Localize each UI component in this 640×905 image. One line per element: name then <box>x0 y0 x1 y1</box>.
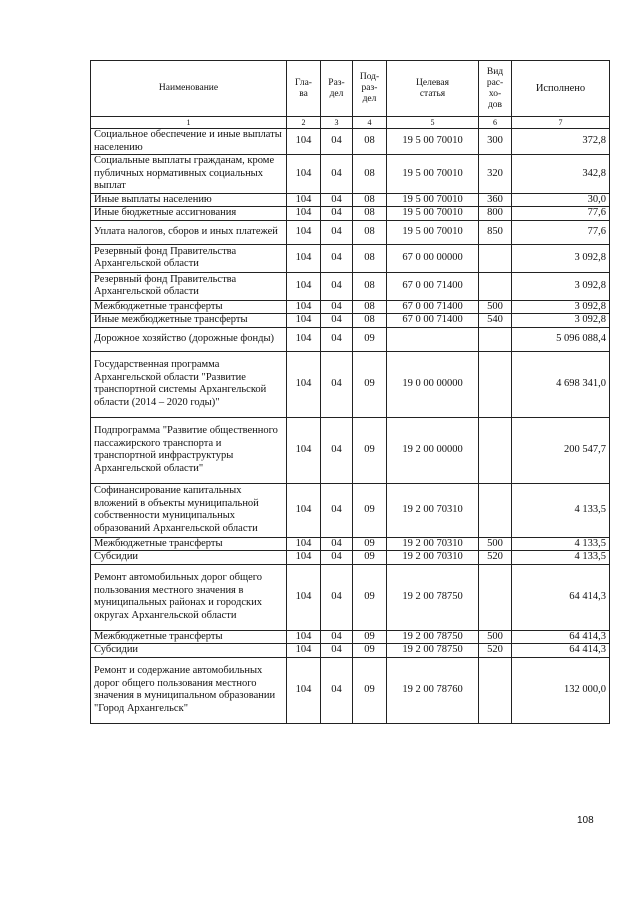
row-expense-type <box>479 351 512 417</box>
row-amount: 372,8 <box>512 129 610 155</box>
row-target <box>387 327 479 351</box>
row-name: Ремонт автомобильных дорог общего пользования местного значения в муниципальных районах и городских округах Архангельской области <box>91 564 287 630</box>
row-amount: 4 698 341,0 <box>512 351 610 417</box>
row-target: 19 2 00 78750 <box>387 644 479 658</box>
row-target: 19 2 00 70310 <box>387 551 479 565</box>
row-amount: 3 092,8 <box>512 300 610 314</box>
row-expense-type <box>479 657 512 723</box>
row-section: 04 <box>321 630 353 644</box>
row-target: 19 2 00 78750 <box>387 564 479 630</box>
row-expense-type <box>479 327 512 351</box>
row-subsection: 08 <box>353 244 387 272</box>
column-number: 4 <box>353 117 387 129</box>
row-chapter: 104 <box>287 207 321 221</box>
row-section: 04 <box>321 129 353 155</box>
row-name: Государственная программа Архангельской области "Развитие транспортной системы Архангельской области (2014 – 2020 годы)" <box>91 351 287 417</box>
table-row <box>91 564 610 630</box>
row-target: 67 0 00 71400 <box>387 300 479 314</box>
header-name: Наименование <box>91 61 287 117</box>
row-chapter: 104 <box>287 244 321 272</box>
table-row <box>91 657 610 723</box>
row-name: Иные выплаты населению <box>91 193 287 207</box>
row-section: 04 <box>321 644 353 658</box>
row-name: Уплата налогов, сборов и иных платежей <box>91 220 287 244</box>
row-subsection: 09 <box>353 564 387 630</box>
row-section: 04 <box>321 327 353 351</box>
row-amount: 64 414,3 <box>512 564 610 630</box>
table-row <box>91 327 610 351</box>
row-subsection: 09 <box>353 351 387 417</box>
table-row <box>91 483 610 537</box>
row-name: Ремонт и содержание автомобильных дорог общего пользования местного значения в муниципальном образовании "Город Архангельск" <box>91 657 287 723</box>
row-expense-type: 800 <box>479 207 512 221</box>
table-row <box>91 314 610 328</box>
row-expense-type <box>479 417 512 483</box>
table-header <box>91 61 610 129</box>
column-number: 5 <box>387 117 479 129</box>
row-target: 19 2 00 78760 <box>387 657 479 723</box>
table-body <box>91 129 610 724</box>
row-section: 04 <box>321 207 353 221</box>
row-section: 04 <box>321 155 353 194</box>
row-name: Иные межбюджетные трансферты <box>91 314 287 328</box>
table-row <box>91 129 610 155</box>
row-section: 04 <box>321 564 353 630</box>
row-name: Софинансирование капитальных вложений в объекты муниципальной собственности муниципальных образований Архангельской области <box>91 483 287 537</box>
row-subsection: 08 <box>353 272 387 300</box>
row-amount: 200 547,7 <box>512 417 610 483</box>
row-target: 19 5 00 70010 <box>387 193 479 207</box>
table-row <box>91 155 610 194</box>
table-row <box>91 417 610 483</box>
row-chapter: 104 <box>287 327 321 351</box>
row-section: 04 <box>321 244 353 272</box>
header-subsection: Под- раз- дел <box>353 61 387 117</box>
row-amount: 77,6 <box>512 207 610 221</box>
row-chapter: 104 <box>287 129 321 155</box>
row-subsection: 09 <box>353 537 387 551</box>
row-chapter: 104 <box>287 644 321 658</box>
row-chapter: 104 <box>287 564 321 630</box>
row-amount: 3 092,8 <box>512 244 610 272</box>
header-target: Целевая статья <box>387 61 479 117</box>
row-subsection: 09 <box>353 327 387 351</box>
row-amount: 30,0 <box>512 193 610 207</box>
row-subsection: 08 <box>353 155 387 194</box>
row-chapter: 104 <box>287 272 321 300</box>
table-row <box>91 272 610 300</box>
row-name: Резервный фонд Правительства Архангельской области <box>91 244 287 272</box>
row-subsection: 09 <box>353 657 387 723</box>
table-row <box>91 630 610 644</box>
table-row <box>91 551 610 565</box>
row-target: 67 0 00 71400 <box>387 272 479 300</box>
row-chapter: 104 <box>287 155 321 194</box>
row-expense-type: 500 <box>479 300 512 314</box>
table-row <box>91 207 610 221</box>
row-target: 19 0 00 00000 <box>387 351 479 417</box>
row-section: 04 <box>321 537 353 551</box>
row-amount: 64 414,3 <box>512 644 610 658</box>
header-section: Раз- дел <box>321 61 353 117</box>
row-chapter: 104 <box>287 417 321 483</box>
column-number: 1 <box>91 117 287 129</box>
row-name: Межбюджетные трансферты <box>91 537 287 551</box>
row-target: 19 2 00 70310 <box>387 483 479 537</box>
row-subsection: 09 <box>353 630 387 644</box>
row-name: Резервный фонд Правительства Архангельской области <box>91 272 287 300</box>
row-target: 67 0 00 71400 <box>387 314 479 328</box>
row-target: 19 5 00 70010 <box>387 207 479 221</box>
row-section: 04 <box>321 483 353 537</box>
row-amount: 4 133,5 <box>512 537 610 551</box>
column-number: 2 <box>287 117 321 129</box>
row-subsection: 09 <box>353 551 387 565</box>
row-amount: 64 414,3 <box>512 630 610 644</box>
row-name: Дорожное хозяйство (дорожные фонды) <box>91 327 287 351</box>
row-expense-type: 300 <box>479 129 512 155</box>
row-chapter: 104 <box>287 300 321 314</box>
table-row <box>91 351 610 417</box>
row-name: Иные бюджетные ассигнования <box>91 207 287 221</box>
column-number: 3 <box>321 117 353 129</box>
column-number: 7 <box>512 117 610 129</box>
row-amount: 3 092,8 <box>512 314 610 328</box>
row-subsection: 08 <box>353 129 387 155</box>
row-target: 19 2 00 70310 <box>387 537 479 551</box>
row-target: 19 2 00 00000 <box>387 417 479 483</box>
row-amount: 132 000,0 <box>512 657 610 723</box>
row-amount: 4 133,5 <box>512 551 610 565</box>
row-expense-type <box>479 272 512 300</box>
row-name: Субсидии <box>91 551 287 565</box>
table-row <box>91 220 610 244</box>
column-number: 6 <box>479 117 512 129</box>
row-amount: 4 133,5 <box>512 483 610 537</box>
row-chapter: 104 <box>287 657 321 723</box>
row-subsection: 08 <box>353 207 387 221</box>
row-section: 04 <box>321 314 353 328</box>
row-target: 19 5 00 70010 <box>387 155 479 194</box>
row-chapter: 104 <box>287 551 321 565</box>
row-name: Межбюджетные трансферты <box>91 630 287 644</box>
row-name: Подпрограмма "Развитие общественного пассажирского транспорта и транспортной инфраструктуры Архангельской области" <box>91 417 287 483</box>
row-amount: 3 092,8 <box>512 272 610 300</box>
row-expense-type: 360 <box>479 193 512 207</box>
row-chapter: 104 <box>287 537 321 551</box>
row-expense-type: 320 <box>479 155 512 194</box>
row-subsection: 08 <box>353 300 387 314</box>
row-expense-type <box>479 483 512 537</box>
row-subsection: 08 <box>353 314 387 328</box>
row-target: 19 5 00 70010 <box>387 129 479 155</box>
row-amount: 5 096 088,4 <box>512 327 610 351</box>
column-number-row <box>91 117 610 129</box>
table-row <box>91 644 610 658</box>
header-executed: Исполнено <box>512 61 610 117</box>
row-chapter: 104 <box>287 351 321 417</box>
row-name: Межбюджетные трансферты <box>91 300 287 314</box>
row-expense-type: 850 <box>479 220 512 244</box>
header-chapter: Гла- ва <box>287 61 321 117</box>
row-subsection: 08 <box>353 220 387 244</box>
row-subsection: 08 <box>353 193 387 207</box>
table-row <box>91 537 610 551</box>
row-name: Социальные выплаты гражданам, кроме публичных нормативных социальных выплат <box>91 155 287 194</box>
row-expense-type: 520 <box>479 551 512 565</box>
row-target: 19 2 00 78750 <box>387 630 479 644</box>
header-expense-type: Вид рас- хо- дов <box>479 61 512 117</box>
row-section: 04 <box>321 351 353 417</box>
page-number: 108 <box>577 815 594 826</box>
row-section: 04 <box>321 657 353 723</box>
row-amount: 77,6 <box>512 220 610 244</box>
row-expense-type: 500 <box>479 630 512 644</box>
row-expense-type: 540 <box>479 314 512 328</box>
row-target: 67 0 00 00000 <box>387 244 479 272</box>
row-target: 19 5 00 70010 <box>387 220 479 244</box>
row-chapter: 104 <box>287 220 321 244</box>
row-name: Социальное обеспечение и иные выплаты населению <box>91 129 287 155</box>
row-chapter: 104 <box>287 630 321 644</box>
row-section: 04 <box>321 193 353 207</box>
row-section: 04 <box>321 220 353 244</box>
row-subsection: 09 <box>353 483 387 537</box>
row-subsection: 09 <box>353 417 387 483</box>
row-expense-type: 520 <box>479 644 512 658</box>
row-section: 04 <box>321 417 353 483</box>
table-row <box>91 244 610 272</box>
row-section: 04 <box>321 272 353 300</box>
row-chapter: 104 <box>287 483 321 537</box>
row-expense-type: 500 <box>479 537 512 551</box>
table-row <box>91 193 610 207</box>
table-row <box>91 300 610 314</box>
row-expense-type <box>479 244 512 272</box>
row-chapter: 104 <box>287 193 321 207</box>
budget-table <box>90 60 610 724</box>
row-section: 04 <box>321 551 353 565</box>
row-amount: 342,8 <box>512 155 610 194</box>
row-section: 04 <box>321 300 353 314</box>
row-name: Субсидии <box>91 644 287 658</box>
row-subsection: 09 <box>353 644 387 658</box>
row-chapter: 104 <box>287 314 321 328</box>
row-expense-type <box>479 564 512 630</box>
